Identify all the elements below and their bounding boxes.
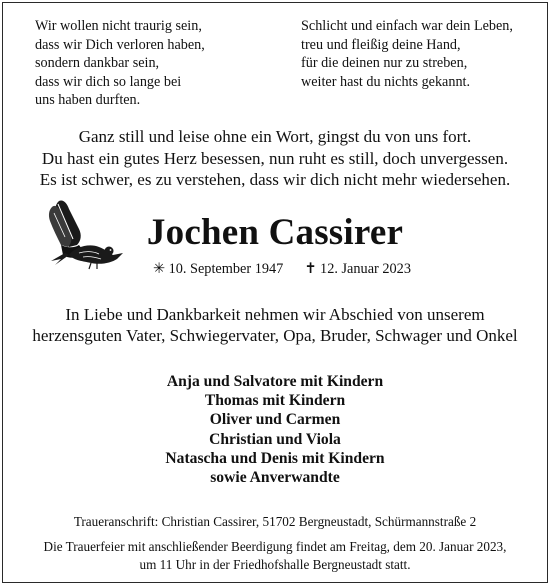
mourner: Natascha und Denis mit Kindern <box>165 449 385 467</box>
poem-line: für die deinen nur zu streben, <box>301 55 468 71</box>
obituary-notice <box>2 2 548 583</box>
mourner: sowie Anverwandte <box>210 469 340 487</box>
funeral-info <box>3 538 547 573</box>
poem-left <box>35 17 275 110</box>
funeral-line: Die Trauerfeier mit anschließender Beerdigung findet am Freitag, dem 20. Januar 2023, <box>43 539 507 554</box>
poem-line: treu und fleißig deine Hand, <box>301 36 461 53</box>
memorial-verse <box>3 126 547 191</box>
poem-line: weiter hast du nichts gekannt. <box>301 73 471 90</box>
poem-line: dass wir dich so lange bei <box>35 73 182 90</box>
verse-line: Du hast ein gutes Herz besessen, nun ruht es still, doch unvergessen. <box>41 148 509 168</box>
poem-line: sondern dankbar sein, <box>35 55 160 71</box>
deceased-name: Jochen Cassirer <box>146 212 404 253</box>
poem-line: Wir wollen nicht traurig sein, <box>35 18 202 34</box>
poem-line: Schlicht und einfach war dein Leben, <box>301 18 513 34</box>
mourner: Christian und Viola <box>209 430 341 448</box>
poem-line: dass wir Dich verloren haben, <box>35 36 205 53</box>
birth-star-icon: ✳ <box>153 261 165 277</box>
verse-line: Ganz still und leise ohne ein Wort, gingst du von uns fort. <box>78 127 472 146</box>
farewell-message <box>3 304 547 346</box>
message-line: In Liebe und Dankbarkeit nehmen wir Abschied von unserem <box>65 305 485 324</box>
verse-line: Es ist schwer, es zu verstehen, dass wir dich nicht mehr wiedersehen. <box>39 170 511 189</box>
birth-date: 10. September 1947 <box>168 261 284 277</box>
mourners-list <box>3 372 547 487</box>
mourner: Oliver und Carmen <box>209 411 341 429</box>
poem-right <box>301 17 541 91</box>
message-line: herzensguten Vater, Schwiegervater, Opa, Bruder, Schwager und Onkel <box>32 326 518 345</box>
funeral-line: um 11 Uhr in der Friedhofshalle Bergneustadt statt. <box>139 556 411 572</box>
death-date: 12. Januar 2023 <box>320 261 411 277</box>
poem-line: uns haben durften. <box>35 92 141 108</box>
mourner: Thomas mit Kindern <box>204 392 346 410</box>
mourner: Anja und Salvatore mit Kindern <box>166 373 384 390</box>
life-dates <box>153 261 411 278</box>
mourning-address: Traueranschrift: Christian Cassirer, 51702 Bergneustadt, Schürmannstraße 2 <box>73 514 477 529</box>
death-cross-icon: ✝ <box>304 261 317 277</box>
